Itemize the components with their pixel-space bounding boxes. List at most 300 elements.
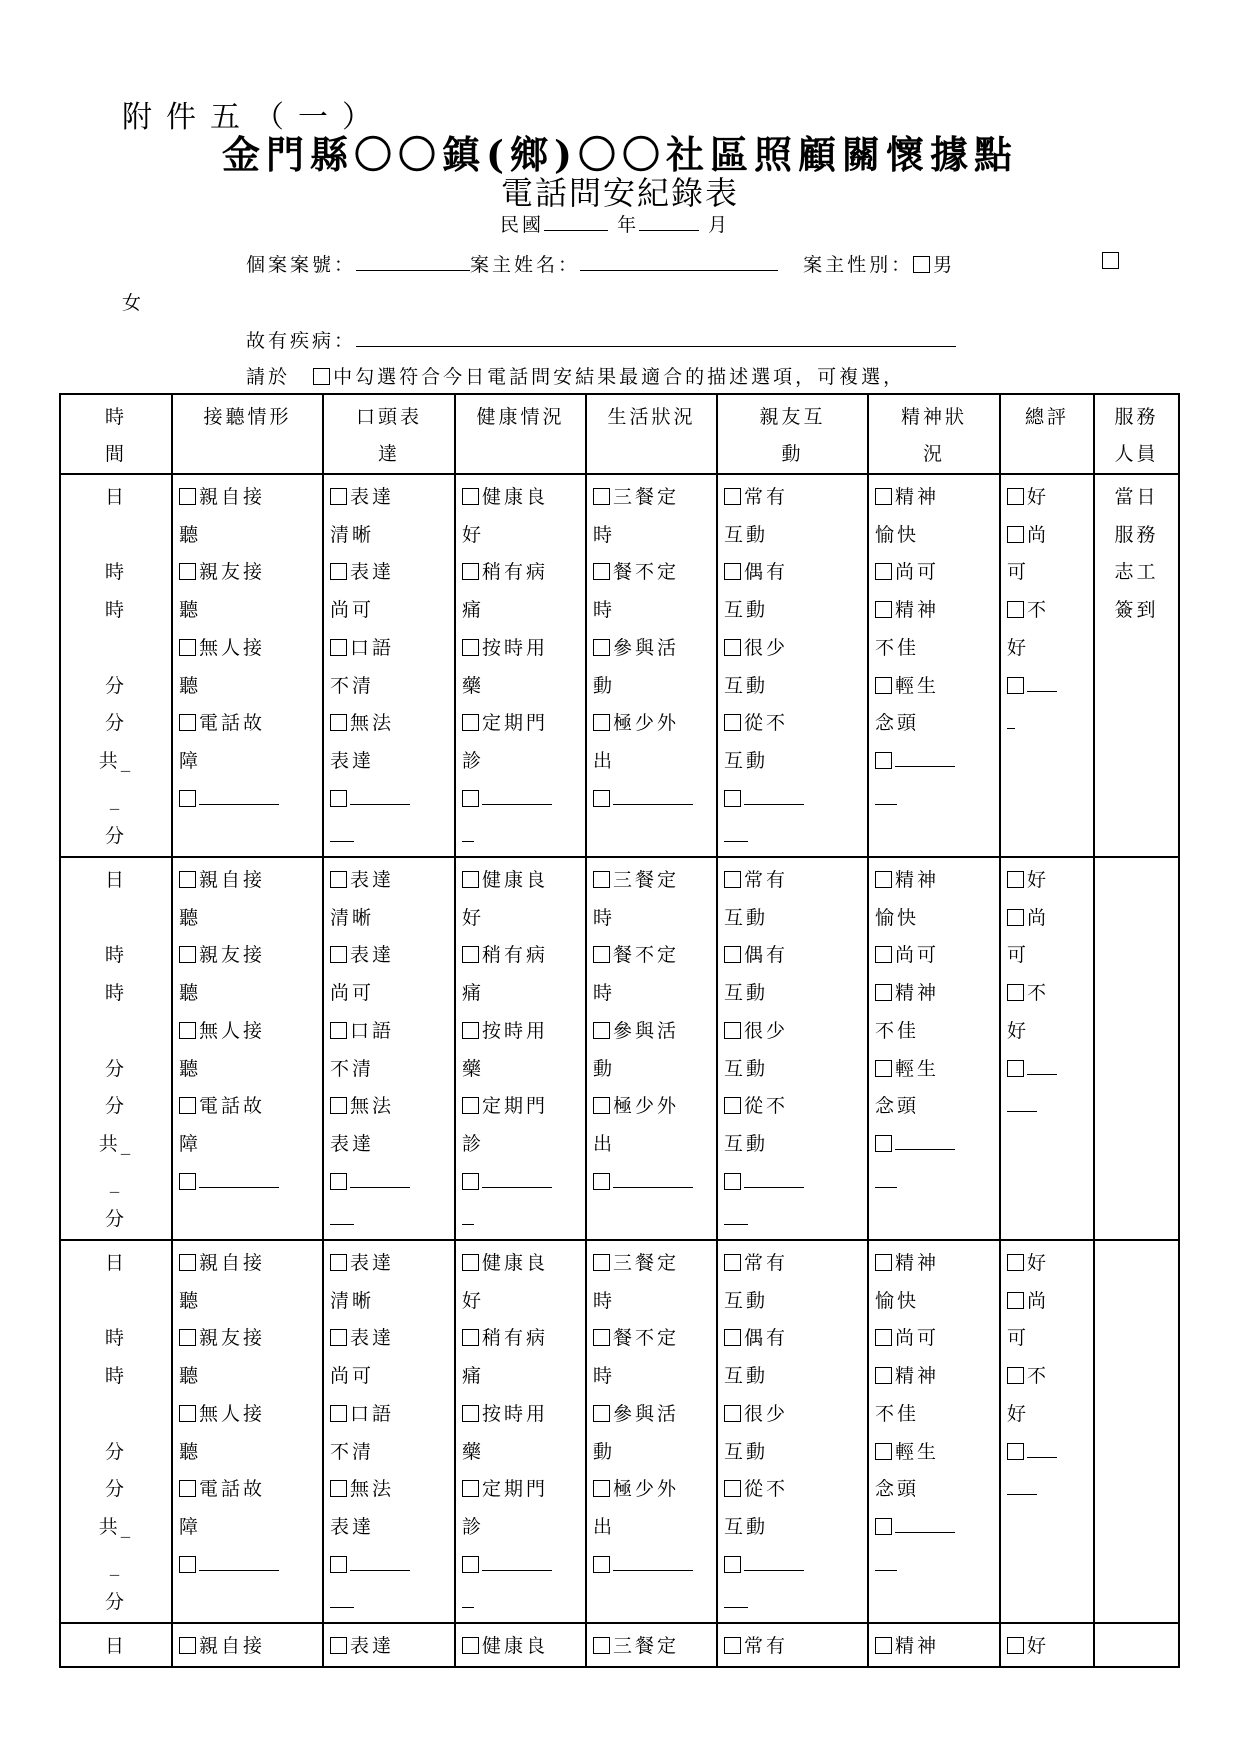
header-mental (868, 394, 1000, 474)
staff-cell[interactable] (1094, 1623, 1179, 1667)
form-subtitle: 電話問安紀錄表 (500, 174, 739, 212)
social-other-checkbox[interactable] (724, 790, 741, 807)
answering-other-field[interactable] (199, 1173, 279, 1188)
health-other-checkbox[interactable] (462, 1556, 479, 1573)
health-2-checkbox[interactable] (462, 946, 479, 963)
social-6-label: 從不 (744, 712, 789, 735)
health-text-1: 好 (462, 906, 485, 929)
life-4-checkbox[interactable] (593, 1022, 610, 1039)
life-6-checkbox[interactable] (593, 1097, 610, 1114)
life-0-checkbox[interactable] (593, 488, 610, 505)
answering-0-checkbox[interactable] (179, 1254, 196, 1271)
mental-cell (868, 1623, 1000, 1667)
instruction-line (246, 362, 905, 389)
life-2-label: 餐不定 (613, 561, 680, 584)
answering-4-label: 無人接 (199, 636, 266, 659)
answering-other-field[interactable] (199, 790, 279, 805)
mental-other-field[interactable] (895, 752, 955, 767)
answering-2-checkbox[interactable] (179, 946, 196, 963)
health-0-option (462, 1628, 579, 1666)
answering-4-checkbox[interactable] (179, 639, 196, 656)
health-6-checkbox[interactable] (462, 1097, 479, 1114)
verbal-other-field[interactable] (350, 1173, 410, 1188)
overall-cell (1000, 1240, 1094, 1623)
verbal-other-checkbox[interactable] (330, 790, 347, 807)
social-text-7: 互動 (724, 1515, 769, 1538)
life-0-checkbox[interactable] (593, 1254, 610, 1271)
mental-2-checkbox[interactable] (875, 1329, 892, 1346)
time-line-0: 日 (104, 486, 127, 508)
verbal-6-checkbox[interactable] (330, 1480, 347, 1497)
social-2-checkbox[interactable] (724, 563, 741, 580)
social-0-label: 常有 (744, 486, 789, 508)
health-cell (455, 857, 586, 1240)
health-6-checkbox[interactable] (462, 714, 479, 731)
health-2-option (462, 554, 579, 592)
social-cell (717, 474, 868, 857)
answering-6-option (179, 1088, 316, 1126)
overall-0-checkbox[interactable] (1007, 871, 1024, 888)
health-4-checkbox[interactable] (462, 639, 479, 656)
life-2-option (593, 937, 710, 975)
life-0-checkbox[interactable] (593, 871, 610, 888)
life-other-checkbox[interactable] (593, 790, 610, 807)
health-other-checkbox[interactable] (462, 790, 479, 807)
staff-cell[interactable] (1094, 857, 1179, 1240)
answering-0-checkbox[interactable] (179, 1637, 196, 1654)
verbal-0-option (330, 1245, 448, 1283)
mental-2-label: 尚可 (895, 561, 940, 584)
life-text-7: 出 (593, 1132, 616, 1155)
answering-other-option (179, 781, 316, 819)
social-0-checkbox[interactable] (724, 871, 741, 888)
social-text-5: 互動 (724, 674, 769, 697)
answering-4-checkbox[interactable] (179, 1022, 196, 1039)
answering-2-checkbox[interactable] (179, 1329, 196, 1346)
mental-3-label: 精神 (895, 599, 940, 622)
verbal-other-option (330, 1164, 448, 1202)
time-line-2: 時 (104, 1327, 127, 1350)
health-2-checkbox[interactable] (462, 1329, 479, 1346)
health-underline[interactable] (462, 1593, 474, 1608)
health-underline[interactable] (462, 827, 474, 842)
health-4-label: 按時用 (482, 1402, 549, 1425)
answering-text-5: 聽 (179, 1440, 202, 1463)
health-0-option (462, 862, 579, 900)
answering-6-checkbox[interactable] (179, 1097, 196, 1114)
health-0-label: 健康良 (482, 486, 549, 508)
time-cell[interactable] (60, 857, 172, 1240)
overall-1-checkbox[interactable] (1007, 909, 1024, 926)
social-other-field[interactable] (744, 1556, 804, 1571)
answering-0-option (179, 479, 316, 517)
female-checkbox[interactable] (1102, 252, 1119, 269)
answering-other-checkbox[interactable] (179, 1556, 196, 1573)
answering-4-option (179, 630, 316, 668)
life-other-field[interactable] (613, 1173, 693, 1188)
overall-other-field[interactable] (1027, 1060, 1057, 1075)
health-4-label: 按時用 (482, 636, 549, 659)
answering-6-checkbox[interactable] (179, 714, 196, 731)
mental-underline[interactable] (875, 790, 897, 805)
header-health (455, 394, 586, 474)
life-0-label: 三餐定 (613, 1252, 680, 1275)
time-cell[interactable] (60, 1240, 172, 1623)
mental-3-checkbox[interactable] (875, 601, 892, 618)
overall-3-checkbox[interactable] (1007, 601, 1024, 618)
social-4-checkbox[interactable] (724, 1022, 741, 1039)
mental-0-label: 精神 (895, 869, 940, 892)
time-line-5: 分 (104, 1057, 127, 1080)
overall-underline-cont (1007, 705, 1087, 743)
header-answering-l1: 接聽情形 (203, 406, 292, 428)
life-2-checkbox[interactable] (593, 563, 610, 580)
mental-0-option (875, 479, 993, 517)
social-underline[interactable] (724, 1593, 748, 1608)
mental-3-checkbox[interactable] (875, 1367, 892, 1384)
answering-other-checkbox[interactable] (179, 790, 196, 807)
staff-cell[interactable] (1094, 474, 1179, 857)
mental-5-checkbox[interactable] (875, 1443, 892, 1460)
social-text-1: 互動 (724, 523, 769, 546)
header-answering (172, 394, 323, 474)
time-line-2: 時 (104, 944, 127, 967)
mental-3-label: 精神 (895, 1365, 940, 1388)
health-other-field[interactable] (482, 1173, 552, 1188)
health-0-checkbox[interactable] (462, 488, 479, 505)
overall-1-label: 尚 (1027, 1289, 1050, 1312)
verbal-4-checkbox[interactable] (330, 1022, 347, 1039)
life-6-label: 極少外 (613, 712, 680, 735)
page-title: 金門縣〇〇鎮(鄉)〇〇社區照顧關懷據點 (222, 132, 1018, 177)
health-underline[interactable] (462, 1210, 474, 1225)
mental-other-checkbox[interactable] (875, 1518, 892, 1535)
overall-other-checkbox[interactable] (1007, 1443, 1024, 1460)
mental-0-option (875, 862, 993, 900)
life-other-checkbox[interactable] (593, 1556, 610, 1573)
header-social-l2: 動 (781, 443, 804, 465)
verbal-underline[interactable] (330, 1210, 354, 1225)
life-0-option (593, 479, 710, 517)
life-2-checkbox[interactable] (593, 1329, 610, 1346)
social-0-checkbox[interactable] (724, 1254, 741, 1271)
health-2-option (462, 1320, 579, 1358)
health-4-label: 按時用 (482, 1019, 549, 1042)
header-social-l1: 親友互 (759, 406, 826, 428)
social-other-checkbox[interactable] (724, 1556, 741, 1573)
mental-other-field[interactable] (895, 1135, 955, 1150)
life-6-checkbox[interactable] (593, 714, 610, 731)
life-other-field[interactable] (613, 1556, 693, 1571)
answering-other-field[interactable] (199, 1556, 279, 1571)
answering-text-3: 聽 (179, 599, 202, 622)
health-other-checkbox[interactable] (462, 1173, 479, 1190)
answering-other-checkbox[interactable] (179, 1173, 196, 1190)
mental-0-checkbox[interactable] (875, 1637, 892, 1654)
verbal-text-5: 不清 (330, 1440, 375, 1463)
verbal-2-checkbox[interactable] (330, 1329, 347, 1346)
male-checkbox[interactable] (913, 256, 930, 273)
answering-0-checkbox[interactable] (179, 871, 196, 888)
header-social (717, 394, 868, 474)
case-no-field[interactable] (356, 252, 470, 271)
verbal-other-checkbox[interactable] (330, 1173, 347, 1190)
social-4-option (724, 1013, 861, 1051)
verbal-0-checkbox[interactable] (330, 871, 347, 888)
mental-underline-cont (875, 1164, 993, 1202)
social-0-checkbox[interactable] (724, 488, 741, 505)
overall-text-2: 可 (1007, 1327, 1030, 1350)
social-text-1: 互動 (724, 906, 769, 929)
health-text-3: 痛 (462, 1365, 485, 1388)
social-6-checkbox[interactable] (724, 1097, 741, 1114)
social-4-checkbox[interactable] (724, 639, 741, 656)
mental-0-checkbox[interactable] (875, 871, 892, 888)
verbal-4-option (330, 1013, 448, 1051)
answering-2-option (179, 937, 316, 975)
social-2-label: 偶有 (744, 561, 789, 584)
record-table (59, 393, 1180, 1668)
mental-3-checkbox[interactable] (875, 984, 892, 1001)
verbal-4-checkbox[interactable] (330, 639, 347, 656)
social-2-checkbox[interactable] (724, 946, 741, 963)
life-6-option (593, 705, 710, 743)
disease-field[interactable] (356, 328, 956, 347)
verbal-6-checkbox[interactable] (330, 714, 347, 731)
answering-2-checkbox[interactable] (179, 563, 196, 580)
social-6-label: 從不 (744, 1095, 789, 1118)
life-2-checkbox[interactable] (593, 946, 610, 963)
social-0-checkbox[interactable] (724, 1637, 741, 1654)
answering-6-label: 電話故 (199, 1095, 266, 1118)
verbal-6-checkbox[interactable] (330, 1097, 347, 1114)
overall-1-checkbox[interactable] (1007, 526, 1024, 543)
overall-underline[interactable] (1007, 1097, 1037, 1112)
answering-0-option (179, 1245, 316, 1283)
life-0-label: 三餐定 (613, 869, 680, 892)
health-4-checkbox[interactable] (462, 1405, 479, 1422)
month-field[interactable] (639, 212, 699, 231)
overall-3-checkbox[interactable] (1007, 1367, 1024, 1384)
social-4-checkbox[interactable] (724, 1405, 741, 1422)
answering-other-option (179, 1547, 316, 1585)
health-0-label: 健康良 (482, 869, 549, 892)
mental-2-label: 尚可 (895, 944, 940, 967)
life-6-option (593, 1088, 710, 1126)
mental-underline[interactable] (875, 1173, 897, 1188)
social-4-option (724, 630, 861, 668)
social-other-field[interactable] (744, 790, 804, 805)
mental-0-option (875, 1628, 993, 1666)
overall-0-checkbox[interactable] (1007, 1254, 1024, 1271)
instruction-prefix: 請於 (246, 366, 291, 388)
date-month-label: 月 (708, 214, 731, 236)
time-line-3: 時 (104, 982, 127, 1005)
answering-6-label: 電話故 (199, 1478, 266, 1501)
social-underline[interactable] (724, 827, 748, 842)
overall-0-label: 好 (1027, 869, 1050, 892)
mental-3-option (875, 975, 993, 1013)
staff-cell[interactable] (1094, 1240, 1179, 1623)
name-field[interactable] (580, 252, 778, 271)
health-0-option (462, 1245, 579, 1283)
life-2-label: 餐不定 (613, 944, 680, 967)
social-other-option (724, 1547, 861, 1585)
verbal-2-checkbox[interactable] (330, 563, 347, 580)
answering-text-1: 聽 (179, 1289, 202, 1312)
life-text-1: 時 (593, 906, 616, 929)
verbal-4-label: 口語 (350, 1402, 395, 1425)
social-2-checkbox[interactable] (724, 1329, 741, 1346)
mental-other-checkbox[interactable] (875, 752, 892, 769)
mental-5-checkbox[interactable] (875, 1060, 892, 1077)
verbal-0-checkbox[interactable] (330, 488, 347, 505)
social-underline-cont (724, 818, 861, 856)
health-other-field[interactable] (482, 790, 552, 805)
mental-other-field[interactable] (895, 1518, 955, 1533)
health-other-field[interactable] (482, 1556, 552, 1571)
mental-0-checkbox[interactable] (875, 488, 892, 505)
life-text-5: 動 (593, 674, 616, 697)
verbal-2-option (330, 554, 448, 592)
social-2-option (724, 937, 861, 975)
overall-1-option (1007, 1283, 1087, 1321)
verbal-0-checkbox[interactable] (330, 1637, 347, 1654)
year-field[interactable] (544, 212, 608, 231)
health-text-1: 好 (462, 523, 485, 546)
mental-underline[interactable] (875, 1556, 897, 1571)
verbal-underline[interactable] (330, 827, 354, 842)
time-cell[interactable] (60, 474, 172, 857)
overall-underline[interactable] (1007, 714, 1015, 729)
social-6-label: 從不 (744, 1478, 789, 1501)
life-cell (586, 1623, 717, 1667)
answering-6-checkbox[interactable] (179, 1480, 196, 1497)
overall-1-option (1007, 900, 1087, 938)
mental-5-label: 輕生 (895, 1440, 940, 1463)
overall-cell (1000, 857, 1094, 1240)
answering-text-3: 聽 (179, 982, 202, 1005)
health-6-checkbox[interactable] (462, 1480, 479, 1497)
overall-other-field[interactable] (1027, 677, 1057, 692)
social-6-option (724, 1088, 861, 1126)
overall-other-checkbox[interactable] (1007, 1060, 1024, 1077)
overall-1-label: 尚 (1027, 906, 1050, 929)
life-4-option (593, 1396, 710, 1434)
record-row (60, 474, 1179, 857)
verbal-4-label: 口語 (350, 636, 395, 659)
staff-line-1: 服務 (1114, 523, 1159, 546)
time-cell[interactable] (60, 1623, 172, 1667)
social-other-option (724, 1164, 861, 1202)
overall-other-field[interactable] (1027, 1443, 1057, 1458)
health-0-checkbox[interactable] (462, 1254, 479, 1271)
health-4-checkbox[interactable] (462, 1022, 479, 1039)
overall-3-label: 不 (1027, 1365, 1050, 1388)
mental-other-checkbox[interactable] (875, 1135, 892, 1152)
mental-other-option (875, 743, 993, 781)
verbal-6-option (330, 1088, 448, 1126)
verbal-cell (323, 857, 455, 1240)
social-6-checkbox[interactable] (724, 714, 741, 731)
health-6-label: 定期門 (482, 1478, 549, 1501)
life-text-5: 動 (593, 1057, 616, 1080)
record-row (60, 857, 1179, 1240)
social-0-option (724, 1245, 861, 1283)
overall-0-checkbox[interactable] (1007, 1637, 1024, 1654)
time-line-9: 分 (104, 825, 127, 848)
verbal-underline[interactable] (330, 1593, 354, 1608)
health-text-7: 診 (462, 749, 485, 772)
disease-line (246, 326, 956, 353)
verbal-other-field[interactable] (350, 1556, 410, 1571)
health-0-label: 健康良 (482, 1252, 549, 1275)
answering-0-label: 親自接 (199, 486, 266, 508)
mental-5-label: 輕生 (895, 674, 940, 697)
verbal-2-checkbox[interactable] (330, 946, 347, 963)
mental-text-6: 念頭 (875, 712, 920, 735)
answering-0-checkbox[interactable] (179, 488, 196, 505)
mental-cell (868, 857, 1000, 1240)
social-text-3: 互動 (724, 599, 769, 622)
mental-cell (868, 1240, 1000, 1623)
case-info-line (246, 250, 955, 277)
verbal-6-label: 無法 (350, 712, 395, 735)
mental-2-checkbox[interactable] (875, 563, 892, 580)
mental-3-option (875, 592, 993, 630)
overall-3-checkbox[interactable] (1007, 984, 1024, 1001)
life-6-checkbox[interactable] (593, 1480, 610, 1497)
overall-underline[interactable] (1007, 1480, 1037, 1495)
social-other-checkbox[interactable] (724, 1173, 741, 1190)
life-text-1: 時 (593, 1289, 616, 1312)
social-text-1: 互動 (724, 1289, 769, 1312)
verbal-other-checkbox[interactable] (330, 1556, 347, 1573)
verbal-4-checkbox[interactable] (330, 1405, 347, 1422)
life-2-option (593, 1320, 710, 1358)
overall-1-checkbox[interactable] (1007, 1292, 1024, 1309)
header-verbal (323, 394, 455, 474)
health-0-checkbox[interactable] (462, 871, 479, 888)
health-text-1: 好 (462, 1289, 485, 1312)
verbal-6-option (330, 705, 448, 743)
verbal-other-field[interactable] (350, 790, 410, 805)
social-6-checkbox[interactable] (724, 1480, 741, 1497)
mental-2-checkbox[interactable] (875, 946, 892, 963)
life-0-checkbox[interactable] (593, 1637, 610, 1654)
mental-0-checkbox[interactable] (875, 1254, 892, 1271)
life-0-option (593, 1245, 710, 1283)
verbal-0-checkbox[interactable] (330, 1254, 347, 1271)
life-text-3: 時 (593, 1365, 616, 1388)
overall-other-checkbox[interactable] (1007, 677, 1024, 694)
answering-4-checkbox[interactable] (179, 1405, 196, 1422)
life-4-checkbox[interactable] (593, 1405, 610, 1422)
overall-0-checkbox[interactable] (1007, 488, 1024, 505)
mental-5-checkbox[interactable] (875, 677, 892, 694)
header-verbal-l2: 達 (377, 443, 400, 465)
social-other-field[interactable] (744, 1173, 804, 1188)
health-0-checkbox[interactable] (462, 1637, 479, 1654)
header-time (60, 394, 172, 474)
life-4-checkbox[interactable] (593, 639, 610, 656)
time-line-6: 分 (104, 1478, 127, 1501)
health-2-checkbox[interactable] (462, 563, 479, 580)
social-underline[interactable] (724, 1210, 748, 1225)
life-other-checkbox[interactable] (593, 1173, 610, 1190)
life-other-field[interactable] (613, 790, 693, 805)
header-time-l2: 間 (104, 443, 127, 465)
